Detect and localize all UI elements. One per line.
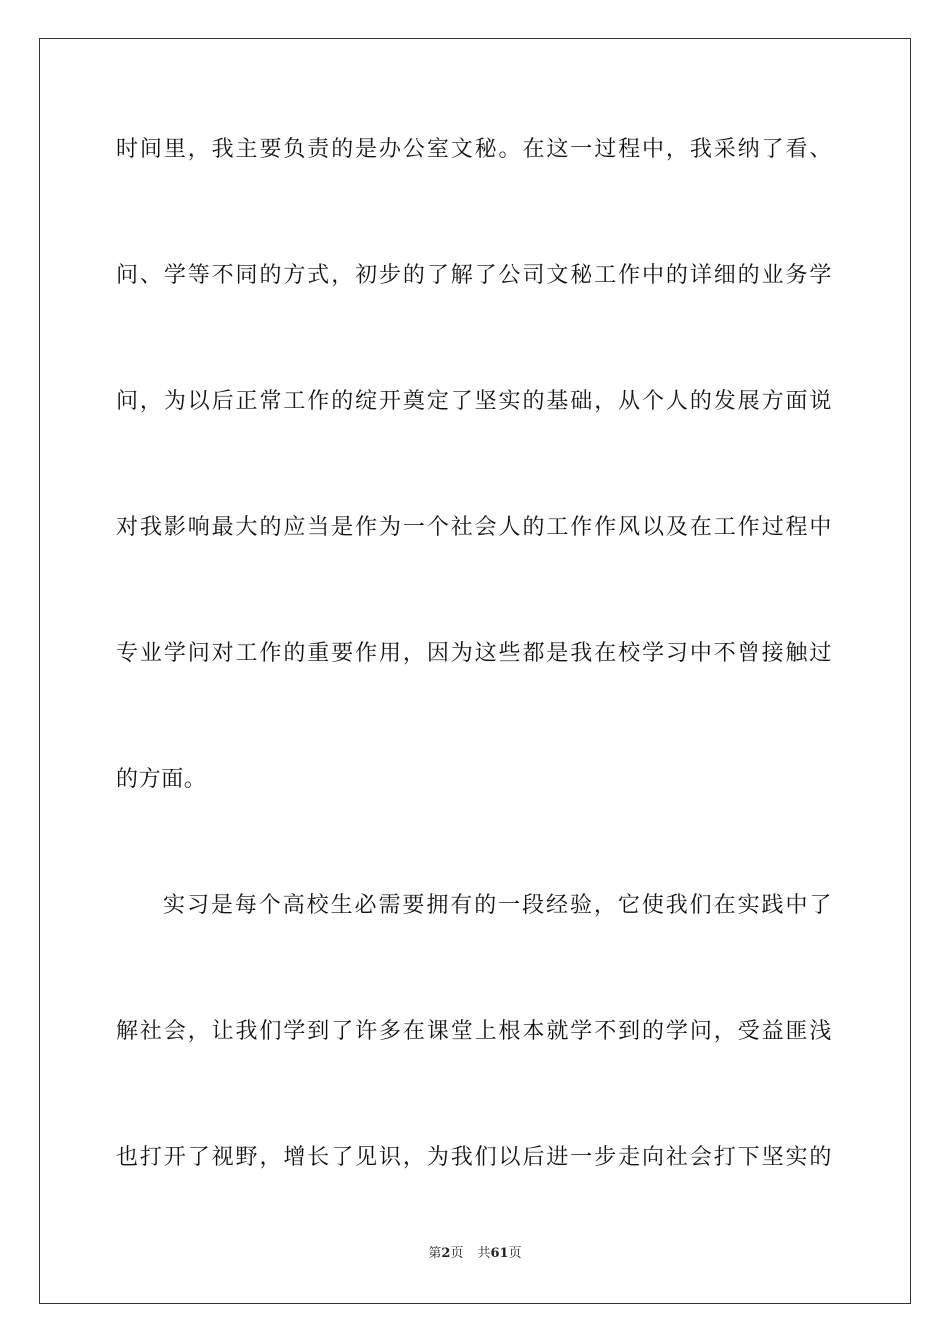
page-suffix: 页 — [450, 1246, 464, 1261]
page-frame — [39, 38, 911, 1304]
body-text-line-4: 对我影响最大的应当是作为一个社会人的工作作风以及在工作过程中 — [116, 515, 832, 540]
paragraph-start-line: 实习是每个高校生必需要拥有的一段经验，它使我们在实践中了 — [163, 893, 832, 918]
body-text-line-9: 也打开了视野，增长了见识，为我们以后进一步走向社会打下坚实的 — [116, 1145, 832, 1170]
body-text-line-8: 解社会，让我们学到了许多在课堂上根本就学不到的学问，受益匪浅 — [116, 1019, 832, 1044]
total-suffix: 页 — [508, 1246, 522, 1261]
body-text-line-3: 问，为以后正常工作的绽开奠定了坚实的基础，从个人的发展方面说 — [116, 389, 832, 414]
page-prefix: 第 — [428, 1246, 442, 1261]
page-number: 2 — [441, 1246, 451, 1261]
body-text-line-5: 专业学问对工作的重要作用，因为这些都是我在校学习中不曾接触过 — [116, 641, 832, 666]
body-text-line-6: 的方面。 — [116, 767, 207, 792]
body-text-line-2: 问、学等不同的方式，初步的了解了公司文秘工作中的详细的业务学 — [116, 263, 832, 288]
total-pages: 61 — [490, 1246, 509, 1261]
body-text-line-1: 时间里，我主要负责的是办公室文秘。在这一过程中，我采纳了看、 — [116, 137, 832, 162]
total-prefix: 共 — [477, 1246, 491, 1261]
page-footer — [0, 1245, 950, 1263]
